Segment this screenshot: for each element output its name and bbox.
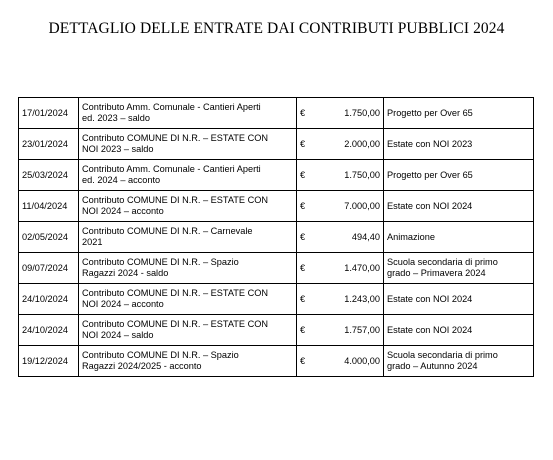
- description-line: Ragazzi 2024/2025 - acconto: [82, 361, 202, 371]
- amount-cell: [297, 284, 384, 315]
- destination-cell: [384, 98, 534, 129]
- table-row: [19, 129, 534, 160]
- destination-line: grado – Autunno 2024: [387, 361, 478, 371]
- destination-cell: [384, 222, 534, 253]
- description-line: Contributo COMUNE DI N.R. – Spazio: [82, 350, 239, 360]
- destination-line: Progetto per Over 65: [387, 169, 473, 180]
- description-line: Ragazzi 2024 - saldo: [82, 268, 169, 278]
- currency-symbol: €: [300, 200, 306, 211]
- amount-wrapper: [300, 325, 380, 336]
- destination-line: Animazione: [387, 231, 436, 242]
- description-cell: [79, 284, 297, 315]
- amount-cell: [297, 315, 384, 346]
- destination-line: grado – Primavera 2024: [387, 268, 486, 278]
- amount-wrapper: [300, 201, 380, 212]
- description-line: NOI 2024 – saldo: [82, 330, 154, 340]
- destination-line: Estate con NOI 2024: [387, 324, 473, 335]
- currency-symbol: €: [300, 107, 306, 118]
- amount-cell: [297, 98, 384, 129]
- amount-wrapper: [300, 294, 380, 305]
- table-row: [19, 346, 534, 377]
- amount-value: 2.000,00: [344, 138, 380, 149]
- destination-line: Estate con NOI 2023: [387, 138, 473, 149]
- description-line: ed. 2024 – acconto: [82, 175, 161, 185]
- table-body: [19, 98, 534, 377]
- page-title: DETTAGLIO DELLE ENTRATE DAI CONTRIBUTI PUBBLICI 2024: [48, 20, 505, 37]
- amount-value: 1.243,00: [344, 293, 380, 304]
- amount-value: 494,40: [351, 231, 380, 242]
- destination-line: Estate con NOI 2024: [387, 200, 473, 211]
- amount-value: 1.757,00: [344, 324, 380, 335]
- amount-cell: [297, 222, 384, 253]
- description-cell: [79, 346, 297, 377]
- destination-cell: [384, 129, 534, 160]
- date-cell: 19/12/2024: [19, 346, 79, 377]
- description-line: NOI 2023 – saldo: [82, 144, 154, 154]
- amount-wrapper: [300, 232, 380, 243]
- description-cell: [79, 160, 297, 191]
- table-row: [19, 315, 534, 346]
- description-cell: [79, 129, 297, 160]
- destination-cell: [384, 315, 534, 346]
- date-cell: 17/01/2024: [19, 98, 79, 129]
- destination-cell: [384, 160, 534, 191]
- destination-cell: [384, 253, 534, 284]
- description-line: Contributo COMUNE DI N.R. – Carnevale: [82, 226, 253, 236]
- amount-value: 1.750,00: [344, 169, 380, 180]
- destination-line: Estate con NOI 2024: [387, 293, 473, 304]
- description-line: Contributo COMUNE DI N.R. – ESTATE CON: [82, 133, 268, 143]
- date-cell: 11/04/2024: [19, 191, 79, 222]
- date-cell: 23/01/2024: [19, 129, 79, 160]
- table-row: [19, 191, 534, 222]
- currency-symbol: €: [300, 138, 306, 149]
- amount-cell: [297, 253, 384, 284]
- description-line: Contributo COMUNE DI N.R. – ESTATE CON: [82, 195, 268, 205]
- description-line: Contributo COMUNE DI N.R. – Spazio: [82, 257, 239, 267]
- description-line: 2021: [82, 237, 103, 247]
- date-cell: 09/07/2024: [19, 253, 79, 284]
- description-line: Contributo COMUNE DI N.R. – ESTATE CON: [82, 288, 268, 298]
- date-cell: 25/03/2024: [19, 160, 79, 191]
- currency-symbol: €: [300, 324, 306, 335]
- description-line: Contributo Amm. Comunale - Cantieri Aperti: [82, 164, 261, 174]
- date-cell: 02/05/2024: [19, 222, 79, 253]
- table-row: [19, 98, 534, 129]
- destination-cell: [384, 346, 534, 377]
- amount-cell: [297, 191, 384, 222]
- description-line: Contributo Amm. Comunale - Cantieri Aperti: [82, 102, 261, 112]
- description-line: Contributo COMUNE DI N.R. – ESTATE CON: [82, 319, 268, 329]
- description-line: NOI 2024 – acconto: [82, 299, 164, 309]
- amount-cell: [297, 160, 384, 191]
- description-line: NOI 2024 – acconto: [82, 206, 164, 216]
- description-cell: [79, 191, 297, 222]
- description-cell: [79, 315, 297, 346]
- currency-symbol: €: [300, 169, 306, 180]
- amount-wrapper: [300, 263, 380, 274]
- amount-value: 1.470,00: [344, 262, 380, 273]
- description-cell: [79, 98, 297, 129]
- amount-wrapper: [300, 108, 380, 119]
- amount-wrapper: [300, 139, 380, 150]
- description-cell: [79, 222, 297, 253]
- description-line: ed. 2023 – saldo: [82, 113, 150, 123]
- contributions-table: [18, 97, 534, 377]
- amount-value: 1.750,00: [344, 107, 380, 118]
- amount-cell: [297, 129, 384, 160]
- destination-line: Scuola secondaria di primo: [387, 350, 498, 360]
- currency-symbol: €: [300, 262, 306, 273]
- table-row: [19, 222, 534, 253]
- table-row: [19, 160, 534, 191]
- amount-value: 7.000,00: [344, 200, 380, 211]
- amount-wrapper: [300, 170, 380, 181]
- currency-symbol: €: [300, 231, 306, 242]
- destination-line: Progetto per Over 65: [387, 107, 473, 118]
- destination-line: Scuola secondaria di primo: [387, 257, 498, 267]
- destination-cell: [384, 284, 534, 315]
- date-cell: 24/10/2024: [19, 284, 79, 315]
- amount-value: 4.000,00: [344, 355, 380, 366]
- description-cell: [79, 253, 297, 284]
- amount-wrapper: [300, 356, 380, 367]
- currency-symbol: €: [300, 355, 306, 366]
- destination-cell: [384, 191, 534, 222]
- date-cell: 24/10/2024: [19, 315, 79, 346]
- table-row: [19, 253, 534, 284]
- table-row: [19, 284, 534, 315]
- currency-symbol: €: [300, 293, 306, 304]
- amount-cell: [297, 346, 384, 377]
